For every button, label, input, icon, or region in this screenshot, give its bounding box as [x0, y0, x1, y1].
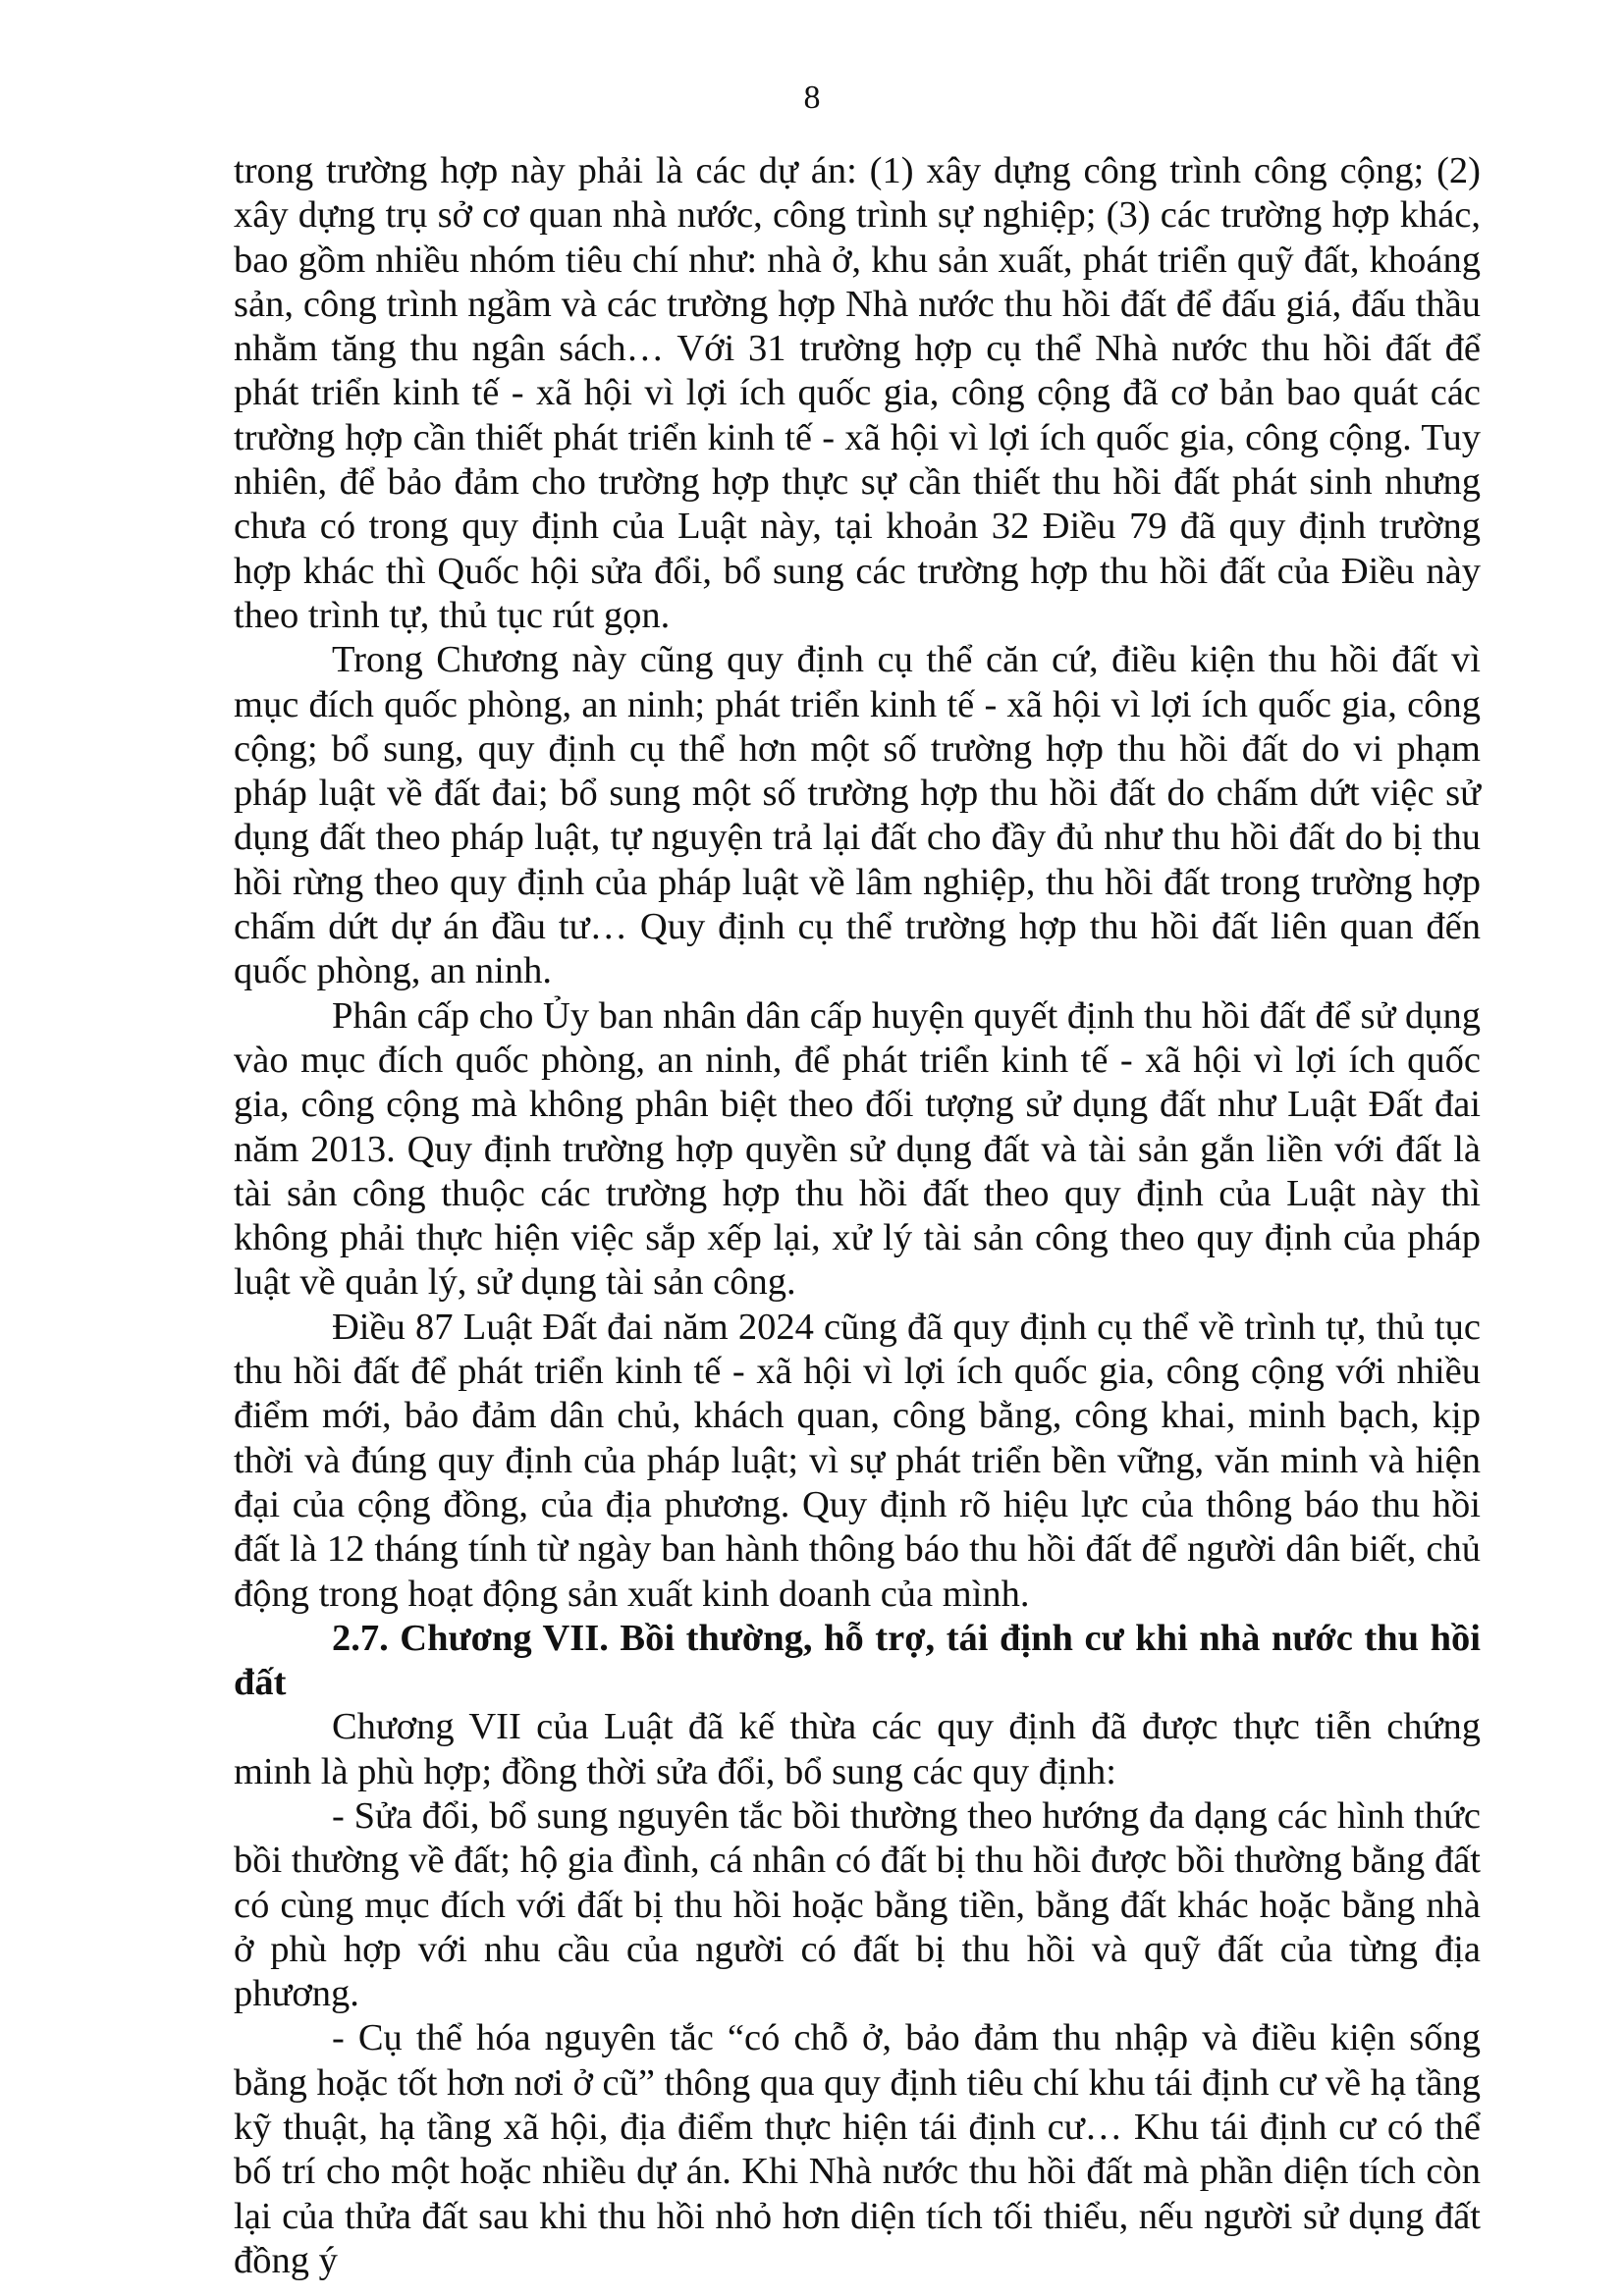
paragraph-chapter-vii-intro: Chương VII của Luật đã kế thừa các quy định đã được thực tiễn chứng minh là phù hợp; đồng thời sửa đổi, bổ sung các quy định: — [234, 1706, 1481, 1792]
list-item-compensation-principle: - Sửa đổi, bổ sung nguyên tắc bồi thường theo hướng đa dạng các hình thức bồi thường về đất; hộ gia đình, cá nhân có đất bị thu hồi được bồi thường bằng đất có cùng mục đích với đất bị thu hồi hoặc bằng tiền, bằng đất khác hoặc bằng nhà ở phù hợp với nhu cầu của người có đất bị thu hồi và quỹ đất của từng địa phương. — [234, 1794, 1481, 2015]
section-heading: 2.7. Chương VII. Bồi thường, hỗ trợ, tái định cư khi nhà nước thu hồi đất — [234, 1617, 1481, 1704]
paragraph-continued: trong trường hợp này phải là các dự án: (1) xây dựng công trình công cộng; (2) xây dựng trụ sở cơ quan nhà nước, công trình sự nghiệp; (3) các trường hợp khác, bao gồm nhiều nhóm tiêu chí như: nhà ở, khu sản xuất, phát triển quỹ đất, khoáng sản, công trình ngầm và các trường hợp Nhà nước thu hồi đất để đấu giá, đấu thầu nhằm tăng thu ngân sách… Với 31 trường hợp cụ thể Nhà nước thu hồi đất để phát triển kinh tế - xã hội vì lợi ích quốc gia, công cộng đã cơ bản bao quát các trường hợp cần thiết phát triển kinh tế - xã hội vì lợi ích quốc gia, công cộng. Tuy nhiên, để bảo đảm cho trường hợp thực sự cần thiết thu hồi đất phát sinh nhưng chưa có trong quy định của Luật này, tại khoản 32 Điều 79 đã quy định trường hợp khác thì Quốc hội sửa đổi, bổ sung các trường hợp thu hồi đất của Điều này theo trình tự, thủ tục rút gọn. — [234, 150, 1481, 636]
paragraph-chapter-provisions: Trong Chương này cũng quy định cụ thể căn cứ, điều kiện thu hồi đất vì mục đích quốc phòng, an ninh; phát triển kinh tế - xã hội vì lợi ích quốc gia, công cộng; bổ sung, quy định cụ thể hơn một số trường hợp thu hồi đất do vi phạm pháp luật về đất đai; bổ sung một số trường hợp thu hồi đất do chấm dứt việc sử dụng đất theo pháp luật, tự nguyện trả lại đất cho đầy đủ như thu hồi đất do bị thu hồi rừng theo quy định của pháp luật về lâm nghiệp, thu hồi đất trong trường hợp chấm dứt dự án đầu tư… Quy định cụ thể trường hợp thu hồi đất liên quan đến quốc phòng, an ninh. — [234, 639, 1481, 992]
page-number: 8 — [803, 80, 821, 116]
paragraph-decentralization: Phân cấp cho Ủy ban nhân dân cấp huyện quyết định thu hồi đất để sử dụng vào mục đích quốc phòng, an ninh, để phát triển kinh tế - xã hội vì lợi ích quốc gia, công cộng mà không phân biệt theo đối tượng sử dụng đất như Luật Đất đai năm 2013. Quy định trường hợp quyền sử dụng đất và tài sản gắn liền với đất là tài sản công thuộc các trường hợp thu hồi đất theo quy định của Luật này thì không phải thực hiện việc sắp xếp lại, xử lý tài sản công theo quy định của pháp luật về quản lý, sử dụng tài sản công. — [234, 994, 1481, 1304]
list-item-resettlement-criteria: - Cụ thể hóa nguyên tắc “có chỗ ở, bảo đảm thu nhập và điều kiện sống bằng hoặc tốt hơn nơi ở cũ” thông qua quy định tiêu chí khu tái định cư về hạ tầng kỹ thuật, hạ tầng xã hội, địa điểm thực hiện tái định cư… Khu tái định cư có thể bố trí cho một hoặc nhiều dự án. Khi Nhà nước thu hồi đất mà phần diện tích còn lại của thửa đất sau khi thu hồi nhỏ hơn diện tích tối thiểu, nếu người sử dụng đất đồng ý — [234, 2017, 1481, 2281]
paragraph-article-87: Điều 87 Luật Đất đai năm 2024 cũng đã quy định cụ thể về trình tự, thủ tục thu hồi đất để phát triển kinh tế - xã hội vì lợi ích quốc gia, công cộng với nhiều điểm mới, bảo đảm dân chủ, khách quan, công bằng, công khai, minh bạch, kịp thời và đúng quy định của pháp luật; vì sự phát triển bền vững, văn minh và hiện đại của cộng đồng, của địa phương. Quy định rõ hiệu lực của thông báo thu hồi đất là 12 tháng tính từ ngày ban hành thông báo thu hồi đất để người dân biết, chủ động trong hoạt động sản xuất kinh doanh của mình. — [234, 1306, 1481, 1615]
body-text — [234, 149, 1481, 2283]
